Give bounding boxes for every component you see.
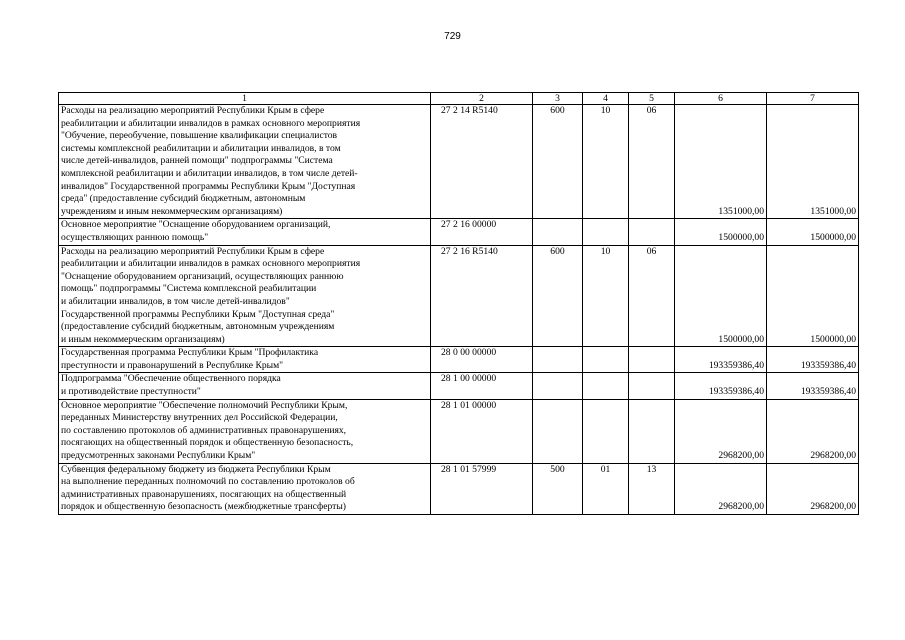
target-code-cell: 28 1 01 57999 [431, 463, 533, 514]
amount-cell-2: 2968200,00 [767, 399, 859, 463]
budget-table [58, 92, 859, 515]
target-code-cell: 28 1 00 00000 [431, 373, 533, 399]
expense-type-cell [533, 219, 583, 245]
amount-cell-1: 1500000,00 [675, 245, 767, 347]
item-name-cell: Основное мероприятие "Оснащение оборудованием организаций, осуществляющих раннюю помощь" [59, 219, 431, 245]
subsection-cell: 06 [629, 245, 675, 347]
section-cell [583, 373, 629, 399]
amount-cell-2: 193359386,40 [767, 347, 859, 373]
subsection-cell [629, 219, 675, 245]
item-name-cell: Основное мероприятие "Обеспечение полномочий Республики Крым, переданных Министерству внутренних дел Российской Федерации, по составлению протоколов об административных правонарушениях, посягающих на общественный порядок и общественную безопасность, предусмотренных законами Республики Крым" [59, 399, 431, 463]
expense-type-cell: 600 [533, 105, 583, 219]
section-cell: 01 [583, 463, 629, 514]
amount-cell-1: 1351000,00 [675, 105, 767, 219]
header-cell-2: 2 [431, 93, 533, 105]
amount-cell-2: 1500000,00 [767, 245, 859, 347]
section-cell [583, 219, 629, 245]
item-name-cell: Расходы на реализацию мероприятий Республики Крым в сфере реабилитации и абилитации инвалидов в рамках основного мероприятия "Обучение, переобучение, повышение квалификации специалистов системы комплексной реабилитации и абилитации инвалидов, в том числе детей-инвалидов, ранней помощи" подпрограммы "Система комплексной реабилитации и абилитации инвалидов, в том числе детей- инвалидов" Государственной программы Республики Крым "Доступная среда" (предоставление субсидий бюджетным, автономным учреждениям и иным некоммерческим организациям) [59, 105, 431, 219]
header-cell-5: 5 [629, 93, 675, 105]
header-cell-1: 1 [59, 93, 431, 105]
section-cell [583, 399, 629, 463]
subsection-cell: 06 [629, 105, 675, 219]
amount-cell-2: 193359386,40 [767, 373, 859, 399]
header-cell-7: 7 [767, 93, 859, 105]
amount-cell-2: 2968200,00 [767, 463, 859, 514]
header-cell-4: 4 [583, 93, 629, 105]
expense-type-cell: 500 [533, 463, 583, 514]
table-row [59, 105, 859, 219]
amount-cell-1: 193359386,40 [675, 347, 767, 373]
header-cell-3: 3 [533, 93, 583, 105]
target-code-cell: 28 0 00 00000 [431, 347, 533, 373]
table-row [59, 245, 859, 347]
target-code-cell: 27 2 16 R5140 [431, 245, 533, 347]
target-code-cell: 28 1 01 00000 [431, 399, 533, 463]
subsection-cell: 13 [629, 463, 675, 514]
item-name-cell: Субвенция федеральному бюджету из бюджета Республики Крым на выполнение переданных полномочий по составлению протоколов об административных правонарушениях, посягающих на общественный порядок и общественную безопасность (межбюджетные трансферты) [59, 463, 431, 514]
expense-type-cell [533, 373, 583, 399]
expense-type-cell [533, 347, 583, 373]
table-row [59, 219, 859, 245]
target-code-cell: 27 2 16 00000 [431, 219, 533, 245]
amount-cell-1: 193359386,40 [675, 373, 767, 399]
section-cell: 10 [583, 245, 629, 347]
expense-type-cell: 600 [533, 245, 583, 347]
item-name-cell: Государственная программа Республики Крым "Профилактика преступности и правонарушений в Республике Крым" [59, 347, 431, 373]
item-name-cell: Расходы на реализацию мероприятий Республики Крым в сфере реабилитации и абилитации инвалидов в рамках основного мероприятия "Оснащение оборудованием организаций, осуществляющих раннюю помощь" подпрограммы "Система комплексной реабилитации и абилитации инвалидов, в том числе детей-инвалидов" Государственной программы Республики Крым "Доступная среда" (предоставление субсидий бюджетным, автономным учреждениям и иным некоммерческим организациям) [59, 245, 431, 347]
table-row [59, 399, 859, 463]
amount-cell-1: 1500000,00 [675, 219, 767, 245]
table-row [59, 463, 859, 514]
header-row [59, 93, 859, 105]
table-row [59, 373, 859, 399]
subsection-cell [629, 399, 675, 463]
header-cell-6: 6 [675, 93, 767, 105]
subsection-cell [629, 373, 675, 399]
target-code-cell: 27 2 14 R5140 [431, 105, 533, 219]
expense-type-cell [533, 399, 583, 463]
amount-cell-2: 1500000,00 [767, 219, 859, 245]
section-cell [583, 347, 629, 373]
amount-cell-2: 1351000,00 [767, 105, 859, 219]
table-row [59, 347, 859, 373]
item-name-cell: Подпрограмма "Обеспечение общественного порядка и противодействие преступности" [59, 373, 431, 399]
amount-cell-1: 2968200,00 [675, 463, 767, 514]
subsection-cell [629, 347, 675, 373]
section-cell: 10 [583, 105, 629, 219]
amount-cell-1: 2968200,00 [675, 399, 767, 463]
page-number: 729 [444, 31, 461, 42]
